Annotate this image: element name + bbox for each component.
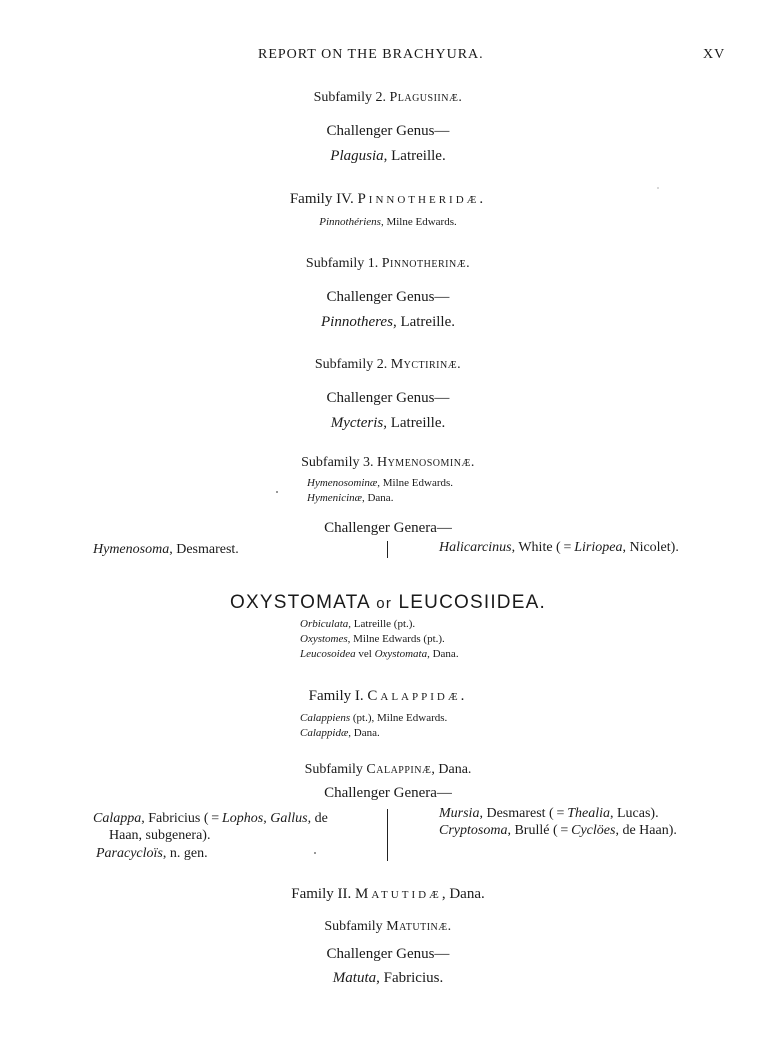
synonym-line [300, 633, 445, 645]
synonym-author: , Milne Edwards (pt.). [347, 633, 445, 645]
genus-entry-left-continued: Haan, subgenera). [109, 828, 211, 843]
genera-heading: Challenger Genera— [324, 785, 452, 801]
rank-label: Family II. [291, 886, 352, 902]
section-title-part: OXYSTOMATA [230, 592, 370, 613]
genus-author: , Desmarest. [169, 542, 239, 557]
genus-heading: Challenger Genus— [326, 946, 450, 962]
section-title-conjunction: or [376, 595, 393, 612]
genus-author: , Desmarest ( = [479, 806, 568, 821]
synonym-line [307, 492, 393, 504]
genus-author: , Latreille. [392, 314, 455, 330]
genus-name: Matuta [332, 970, 377, 986]
rank-label: Subfamily [304, 762, 363, 777]
genus-entry [0, 415, 776, 432]
taxon-name: Matutinæ. [386, 919, 452, 934]
subfamily-plagusiinae-heading [0, 90, 776, 106]
synonym-author: , de Haan). [615, 823, 677, 838]
genus-author: , Latreille. [383, 415, 446, 431]
genus-entry-left [93, 811, 328, 827]
speck [314, 852, 316, 854]
genus-name: Mursia [439, 806, 480, 821]
synonym-name: Gallus [270, 811, 308, 826]
genus-author: , n. gen. [162, 846, 208, 861]
genus-name: Pinnotheres [321, 314, 393, 330]
genus-entry-right [439, 823, 677, 839]
genus-name: Hymenosoma [93, 542, 170, 557]
running-title: REPORT ON THE BRACHYURA. [258, 47, 484, 62]
family-matutidae-heading [0, 886, 776, 903]
genus-name: Halicarcinus [439, 540, 512, 555]
taxon-name: Hymenosominæ. [376, 455, 475, 470]
speck [276, 491, 278, 493]
synonym-name: Lophos [222, 811, 264, 826]
synonym-name: Hymenosominæ [307, 477, 378, 489]
genus-name: Mycteris [330, 415, 384, 431]
column-divider [387, 541, 388, 558]
synonym-name: Pinnothériens [319, 216, 381, 228]
synonym-author: , de [307, 811, 328, 826]
subfamily-matutinae-heading [0, 919, 776, 935]
synonym-name: Liriopea [574, 540, 623, 555]
taxon-name: Myctirinæ. [390, 357, 462, 372]
synonym-name: Calappidæ [300, 727, 349, 739]
genus-name: Paracycloïs [96, 846, 163, 861]
taxon-author: , Dana. [441, 886, 485, 902]
synonym-author: , Dana. [427, 648, 459, 660]
speck [657, 187, 659, 189]
synonym-line [300, 712, 447, 724]
genus-author: , Brullé ( = [507, 823, 572, 838]
subfamily-calappinae-heading [0, 762, 776, 778]
synonym-author: (pt.), Milne Edwards. [350, 712, 448, 724]
genus-author: , Fabricius. [376, 970, 444, 986]
taxon-name: Pinnotherinæ. [381, 256, 471, 271]
rank-label: Subfamily 1. [305, 256, 379, 271]
rank-label: Family IV. [289, 191, 354, 207]
synonym-author: , Dana. [348, 727, 380, 739]
genus-entry-left [96, 846, 208, 862]
family-calappidae-heading [0, 688, 776, 705]
rank-label: Subfamily 2. [313, 90, 386, 105]
taxon-name: Calappidæ. [367, 688, 468, 704]
genus-author: , White ( = [511, 540, 575, 555]
synonym-line [0, 216, 776, 228]
synonym-name: Cyclöes [571, 823, 616, 838]
family-pinnotheridae-heading [0, 191, 776, 208]
genus-entry-right [439, 540, 679, 556]
subfamily-myctirinae-heading [0, 357, 776, 373]
synonym-author: , Milne Edwards. [377, 477, 454, 489]
synonym-name: Oxystomes [300, 633, 348, 645]
genus-name: Plagusia [330, 148, 384, 164]
synonym-line [300, 618, 415, 630]
synonym-author: , Dana. [361, 492, 394, 504]
genus-entry-left [93, 542, 239, 558]
taxon-name: Plagusiinæ. [389, 90, 463, 105]
rank-label: Subfamily 2. [314, 357, 388, 372]
section-title [0, 592, 776, 614]
synonym-author: , Nicolet). [622, 540, 679, 555]
taxon-name: Pinnotheridæ. [357, 191, 487, 207]
synonym-line [300, 727, 380, 739]
genus-heading: Challenger Genus— [326, 289, 450, 305]
genus-entry-right [439, 806, 659, 822]
synonym-line [300, 648, 459, 660]
rank-label: Family I. [308, 688, 364, 704]
rank-label: Subfamily [324, 919, 383, 934]
subfamily-pinnotherinae-heading [0, 256, 776, 272]
genus-name: Calappa [93, 811, 142, 826]
genus-entry [0, 314, 776, 331]
synonym-name: Calappiens [300, 712, 351, 724]
synonym-author: , Milne Edwards. [380, 216, 457, 228]
genus-author: , Latreille. [383, 148, 446, 164]
genus-name: Cryptosoma [439, 823, 508, 838]
synonym-separator: , [263, 811, 271, 826]
synonym-joiner: vel [355, 648, 375, 660]
synonym-name: Orbiculata [300, 618, 349, 630]
genus-author: , Fabricius ( = [141, 811, 223, 826]
genus-entry [0, 970, 776, 987]
rank-label: Subfamily 3. [301, 455, 374, 470]
column-divider [387, 809, 388, 861]
subfamily-hymenosominae-heading [0, 455, 776, 471]
synonym-name: Leucosoidea [300, 648, 356, 660]
taxon-name: Calappinæ [366, 762, 432, 777]
synonym-line [307, 477, 453, 489]
genus-heading: Challenger Genus— [326, 390, 450, 406]
synonym-author: , Latreille (pt.). [348, 618, 416, 630]
synonym-author: , Lucas). [610, 806, 659, 821]
page-number: XV [703, 47, 726, 62]
synonym-name: Hymenicinæ [307, 492, 362, 504]
genera-heading: Challenger Genera— [324, 520, 452, 536]
section-title-part: LEUCOSIIDEA. [398, 592, 546, 613]
synonym-name: Oxystomata [374, 648, 428, 660]
synonym-name: Thealia [567, 806, 610, 821]
genus-heading: Challenger Genus— [326, 123, 450, 139]
taxon-name: Matutidæ [355, 886, 442, 902]
taxon-author: , Dana. [431, 762, 472, 777]
genus-entry [0, 148, 776, 165]
